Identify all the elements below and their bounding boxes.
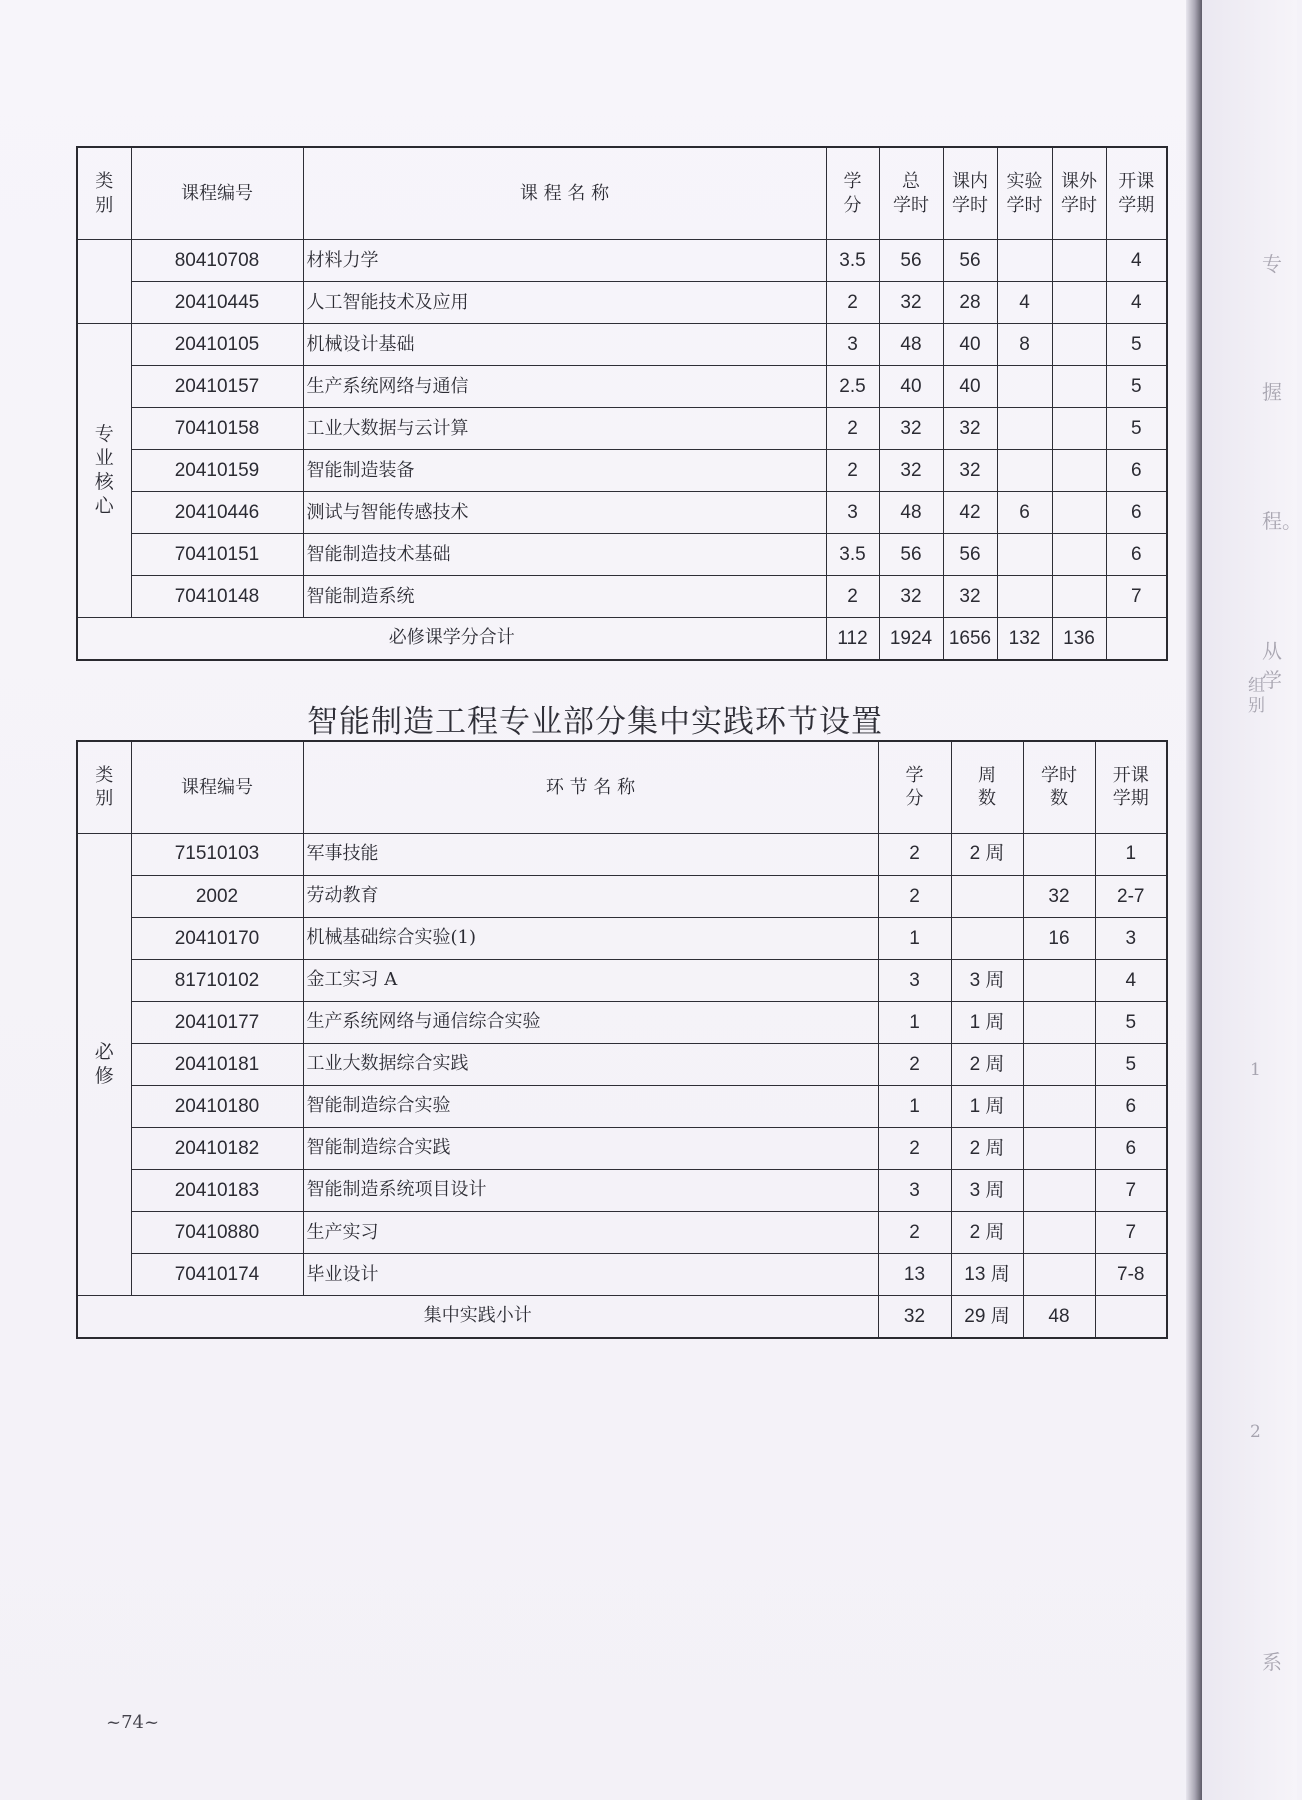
extra-hours <box>1052 576 1106 618</box>
header-category: 类 别 <box>77 147 131 240</box>
total-label: 集中实践小计 <box>77 1296 878 1338</box>
hours <box>1023 1128 1095 1170</box>
credit: 3 <box>826 492 879 534</box>
table-header-row <box>77 741 1167 833</box>
course-name: 智能制造技术基础 <box>303 534 826 576</box>
table-row <box>77 324 1167 366</box>
credit: 2 <box>826 576 879 618</box>
total-hours: 48 <box>1023 1296 1095 1338</box>
semester: 5 <box>1106 324 1167 366</box>
semester: 5 <box>1106 408 1167 450</box>
semester: 7 <box>1095 1212 1167 1254</box>
course-code: 20410157 <box>131 366 303 408</box>
table-row <box>77 534 1167 576</box>
weeks: 1 周 <box>951 1002 1023 1044</box>
adjacent-text: 组 别 <box>1248 676 1265 717</box>
segment-name: 劳动教育 <box>303 875 878 917</box>
adjacent-text: 程。 <box>1262 509 1302 533</box>
table-row <box>77 492 1167 534</box>
lab-hours <box>997 408 1052 450</box>
weeks: 1 周 <box>951 1086 1023 1128</box>
semester: 6 <box>1106 534 1167 576</box>
semester: 5 <box>1095 1044 1167 1086</box>
total-hours: 32 <box>879 450 943 492</box>
course-code: 20410182 <box>131 1128 303 1170</box>
course-code: 20410446 <box>131 492 303 534</box>
credit: 1 <box>878 1002 951 1044</box>
course-name: 智能制造系统 <box>303 576 826 618</box>
total-hours: 32 <box>879 408 943 450</box>
lab-hours <box>997 576 1052 618</box>
course-name: 工业大数据与云计算 <box>303 408 826 450</box>
weeks: 13 周 <box>951 1254 1023 1296</box>
lecture-hours: 32 <box>943 408 997 450</box>
total-hours: 32 <box>879 576 943 618</box>
table-row <box>77 1002 1167 1044</box>
semester: 4 <box>1106 282 1167 324</box>
hours <box>1023 1002 1095 1044</box>
header-extra-hours: 课外 学时 <box>1052 147 1106 240</box>
table-row <box>77 366 1167 408</box>
credit: 2 <box>878 1128 951 1170</box>
practice-table <box>76 740 1168 1339</box>
course-code: 70410880 <box>131 1212 303 1254</box>
lecture-hours: 28 <box>943 282 997 324</box>
lecture-hours: 40 <box>943 324 997 366</box>
total-label: 必修课学分合计 <box>77 618 826 660</box>
course-code: 20410181 <box>131 1044 303 1086</box>
hours <box>1023 1212 1095 1254</box>
hours <box>1023 1044 1095 1086</box>
course-code: 70410151 <box>131 534 303 576</box>
total-hours: 48 <box>879 492 943 534</box>
semester: 5 <box>1106 366 1167 408</box>
credit: 2 <box>878 833 951 875</box>
segment-name: 军事技能 <box>303 833 878 875</box>
segment-name: 金工实习 A <box>303 959 878 1001</box>
course-name: 人工智能技术及应用 <box>303 282 826 324</box>
course-name: 生产系统网络与通信 <box>303 366 826 408</box>
extra-hours <box>1052 408 1106 450</box>
page-number: ~74~ <box>106 1712 160 1733</box>
total-row <box>77 1296 1167 1338</box>
header-lab-hours: 实验 学时 <box>997 147 1052 240</box>
lecture-hours: 32 <box>943 450 997 492</box>
table-row <box>77 282 1167 324</box>
course-name: 材料力学 <box>303 240 826 282</box>
header-credit: 学 分 <box>826 147 879 240</box>
semester: 3 <box>1095 917 1167 959</box>
table-row <box>77 833 1167 875</box>
header-semester: 开课 学期 <box>1095 741 1167 833</box>
credit: 2 <box>878 1044 951 1086</box>
extra-hours <box>1052 240 1106 282</box>
hours <box>1023 833 1095 875</box>
semester: 4 <box>1095 959 1167 1001</box>
total-hours: 56 <box>879 240 943 282</box>
hours: 16 <box>1023 917 1095 959</box>
adjacent-text: 握 <box>1262 380 1282 404</box>
adjacent-text: 2 <box>1250 1422 1261 1442</box>
table-row <box>77 875 1167 917</box>
segment-name: 智能制造综合实验 <box>303 1086 878 1128</box>
semester: 6 <box>1106 492 1167 534</box>
table-row <box>77 959 1167 1001</box>
lab-hours: 4 <box>997 282 1052 324</box>
course-code: 20410177 <box>131 1002 303 1044</box>
category-core: 专 业 核 心 <box>77 324 131 618</box>
course-code: 81710102 <box>131 959 303 1001</box>
course-code: 80410708 <box>131 240 303 282</box>
semester: 4 <box>1106 240 1167 282</box>
course-code: 20410170 <box>131 917 303 959</box>
table-row <box>77 576 1167 618</box>
lab-hours: 6 <box>997 492 1052 534</box>
weeks: 2 周 <box>951 1128 1023 1170</box>
credit: 1 <box>878 917 951 959</box>
total-hours: 56 <box>879 534 943 576</box>
header-course-code: 课程编号 <box>131 147 303 240</box>
adjacent-text: 从学 <box>1262 639 1282 692</box>
total-hours: 32 <box>879 282 943 324</box>
total-lecture: 1656 <box>943 618 997 660</box>
weeks: 2 周 <box>951 1212 1023 1254</box>
adjacent-page <box>1202 0 1302 1800</box>
total-semester <box>1106 618 1167 660</box>
table-row <box>77 1044 1167 1086</box>
hours <box>1023 1086 1095 1128</box>
credit: 1 <box>878 1086 951 1128</box>
header-category: 类 别 <box>77 741 131 833</box>
hours <box>1023 1254 1095 1296</box>
table-row <box>77 1128 1167 1170</box>
semester: 6 <box>1106 450 1167 492</box>
weeks: 2 周 <box>951 1044 1023 1086</box>
credit: 3 <box>826 324 879 366</box>
course-name: 智能制造装备 <box>303 450 826 492</box>
course-code: 20410183 <box>131 1170 303 1212</box>
segment-name: 机械基础综合实验(1) <box>303 917 878 959</box>
section-title: 智能制造工程专业部分集中实践环节设置 <box>307 704 883 740</box>
extra-hours <box>1052 450 1106 492</box>
course-code: 70410158 <box>131 408 303 450</box>
total-hours: 40 <box>879 366 943 408</box>
weeks <box>951 875 1023 917</box>
course-code: 20410445 <box>131 282 303 324</box>
total-lab: 132 <box>997 618 1052 660</box>
credit: 2 <box>826 282 879 324</box>
total-semester <box>1095 1296 1167 1338</box>
lecture-hours: 42 <box>943 492 997 534</box>
header-lecture-hours: 课内 学时 <box>943 147 997 240</box>
adjacent-text: 系 <box>1262 1650 1282 1674</box>
course-code: 20410105 <box>131 324 303 366</box>
credit: 3.5 <box>826 240 879 282</box>
lecture-hours: 56 <box>943 534 997 576</box>
course-name: 测试与智能传感技术 <box>303 492 826 534</box>
total-hours: 48 <box>879 324 943 366</box>
category-cell <box>77 240 131 324</box>
lab-hours <box>997 366 1052 408</box>
header-hours: 学时 数 <box>1023 741 1095 833</box>
table-row <box>77 1086 1167 1128</box>
semester: 6 <box>1095 1128 1167 1170</box>
header-weeks: 周 数 <box>951 741 1023 833</box>
total-credit: 112 <box>826 618 879 660</box>
hours <box>1023 1170 1095 1212</box>
total-weeks: 29 周 <box>951 1296 1023 1338</box>
semester: 6 <box>1095 1086 1167 1128</box>
segment-name: 智能制造系统项目设计 <box>303 1170 878 1212</box>
credit: 3.5 <box>826 534 879 576</box>
segment-name: 生产系统网络与通信综合实验 <box>303 1002 878 1044</box>
table-row <box>77 240 1167 282</box>
table-row <box>77 1212 1167 1254</box>
semester: 2-7 <box>1095 875 1167 917</box>
table-row <box>77 1170 1167 1212</box>
course-code: 70410148 <box>131 576 303 618</box>
extra-hours <box>1052 366 1106 408</box>
total-row <box>77 618 1167 660</box>
table-row <box>77 917 1167 959</box>
segment-name: 智能制造综合实践 <box>303 1128 878 1170</box>
hours <box>1023 959 1095 1001</box>
header-total-hours: 总 学时 <box>879 147 943 240</box>
table-row <box>77 450 1167 492</box>
segment-name: 工业大数据综合实践 <box>303 1044 878 1086</box>
header-semester: 开课 学期 <box>1106 147 1167 240</box>
lab-hours <box>997 450 1052 492</box>
lab-hours <box>997 240 1052 282</box>
course-name: 机械设计基础 <box>303 324 826 366</box>
header-course-name: 课 程 名 称 <box>303 147 826 240</box>
header-segment-name: 环 节 名 称 <box>303 741 878 833</box>
table-row <box>77 1254 1167 1296</box>
semester: 5 <box>1095 1002 1167 1044</box>
course-code: 2002 <box>131 875 303 917</box>
credit: 2 <box>826 408 879 450</box>
lab-hours: 8 <box>997 324 1052 366</box>
extra-hours <box>1052 492 1106 534</box>
weeks <box>951 917 1023 959</box>
credit: 13 <box>878 1254 951 1296</box>
table-header-row <box>77 147 1167 240</box>
credit: 3 <box>878 1170 951 1212</box>
extra-hours <box>1052 324 1106 366</box>
book-spine-shadow <box>1186 0 1202 1800</box>
credit: 3 <box>878 959 951 1001</box>
credit: 2.5 <box>826 366 879 408</box>
extra-hours <box>1052 534 1106 576</box>
course-code: 20410180 <box>131 1086 303 1128</box>
lecture-hours: 32 <box>943 576 997 618</box>
total-credit: 32 <box>878 1296 951 1338</box>
total-hours: 1924 <box>879 618 943 660</box>
lecture-hours: 56 <box>943 240 997 282</box>
course-code: 70410174 <box>131 1254 303 1296</box>
category-required: 必 修 <box>77 833 131 1296</box>
core-courses-table <box>76 146 1168 661</box>
semester: 7-8 <box>1095 1254 1167 1296</box>
adjacent-text: 专 <box>1262 252 1282 276</box>
course-code: 71510103 <box>131 833 303 875</box>
semester: 1 <box>1095 833 1167 875</box>
segment-name: 生产实习 <box>303 1212 878 1254</box>
hours: 32 <box>1023 875 1095 917</box>
lecture-hours: 40 <box>943 366 997 408</box>
weeks: 3 周 <box>951 1170 1023 1212</box>
segment-name: 毕业设计 <box>303 1254 878 1296</box>
total-extra: 136 <box>1052 618 1106 660</box>
extra-hours <box>1052 282 1106 324</box>
header-credit: 学 分 <box>878 741 951 833</box>
credit: 2 <box>878 875 951 917</box>
lab-hours <box>997 534 1052 576</box>
semester: 7 <box>1095 1170 1167 1212</box>
adjacent-text: 1 <box>1250 1060 1261 1080</box>
weeks: 2 周 <box>951 833 1023 875</box>
semester: 7 <box>1106 576 1167 618</box>
weeks: 3 周 <box>951 959 1023 1001</box>
header-course-code: 课程编号 <box>131 741 303 833</box>
course-code: 20410159 <box>131 450 303 492</box>
credit: 2 <box>878 1212 951 1254</box>
credit: 2 <box>826 450 879 492</box>
table-row <box>77 408 1167 450</box>
